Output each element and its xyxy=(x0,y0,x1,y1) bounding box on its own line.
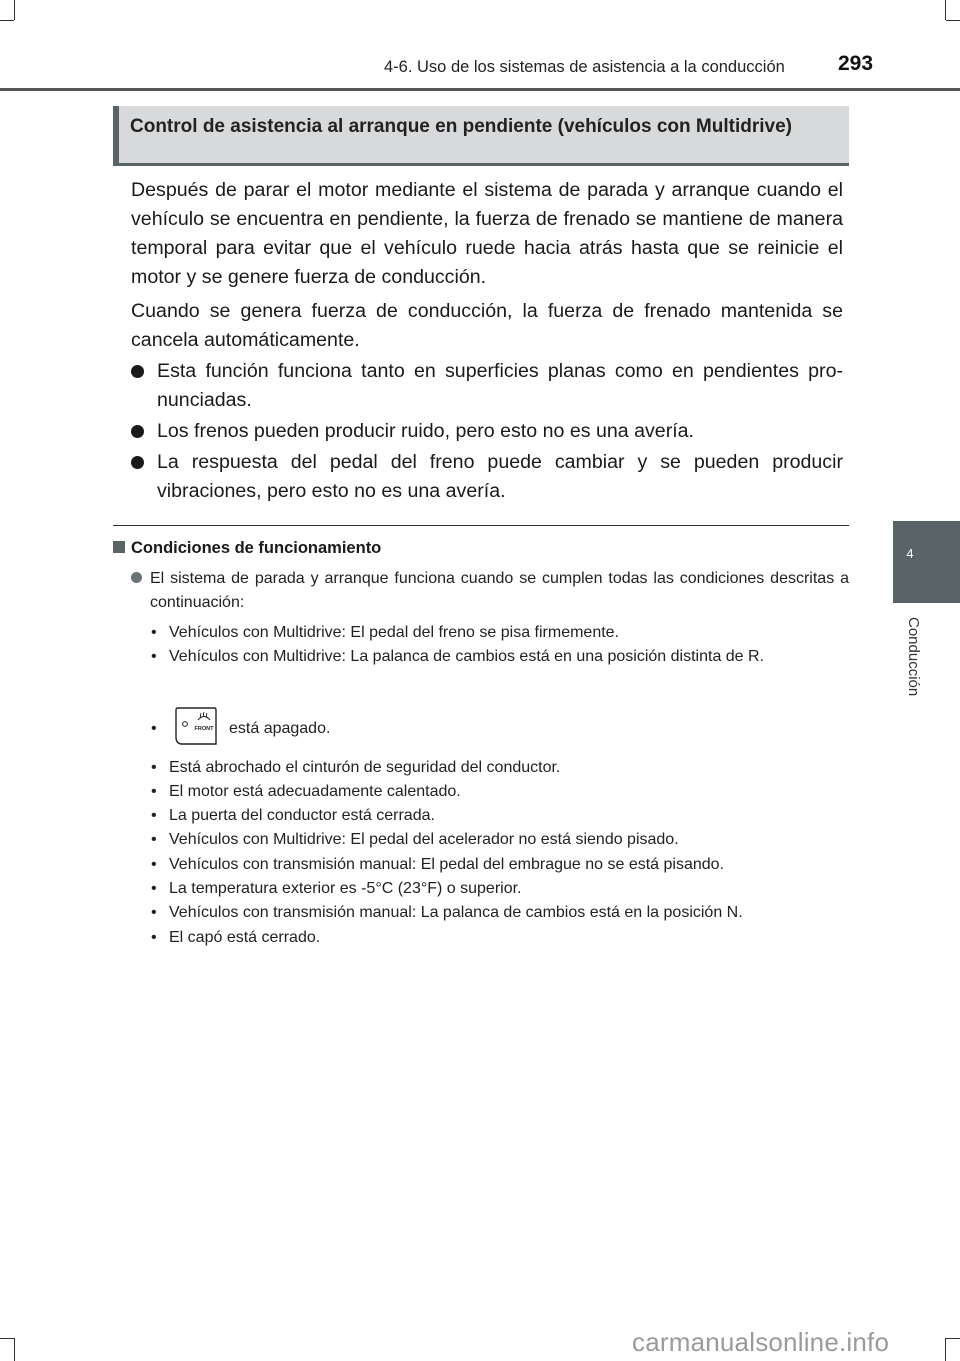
circle-bullet-icon xyxy=(131,572,142,583)
condition-text: está apagado. xyxy=(229,720,331,737)
chapter-label: Conducción xyxy=(905,617,922,697)
condition-text: El capó está cerrado. xyxy=(169,929,321,946)
section-accent-bar xyxy=(113,106,119,163)
crop-mark xyxy=(14,1338,15,1361)
section-title: Control de asistencia al arranque en pendiente (vehículos con Multidrive) xyxy=(130,116,792,137)
bullet-char: • xyxy=(151,856,157,873)
button-label: FRONT xyxy=(194,726,214,732)
bullet-char: • xyxy=(151,783,157,800)
header-title: 4-6. Uso de los sistemas de asistencia a la conducción xyxy=(384,58,785,76)
notes-heading xyxy=(113,539,381,558)
watermark: carmanualsonline.info xyxy=(632,1327,890,1357)
condition-text: Está abrochado el cinturón de seguridad del conductor. xyxy=(169,759,561,776)
list-item-text: Esta función funciona tanto en superficies planas como en pendientes pro-nunciadas. xyxy=(157,360,843,411)
crop-mark xyxy=(946,20,960,21)
crop-mark xyxy=(945,1338,946,1361)
condition-text: El motor está adecuadamente calentado. xyxy=(169,783,461,800)
bullet-char: • xyxy=(151,831,157,848)
bullet-char: • xyxy=(151,759,157,776)
body-paragraph-1: Después de parar el motor mediante el sistema de parada y arranque cuando el vehículo se encuentra en pendiente, la fuerza de frenado se mantiene de manera temporal para evitar que el vehículo ruede hacia atrás hasta que se reinicie el motor y se genere fuerza de conducción. xyxy=(131,179,843,288)
condition-text: Vehículos con transmisión manual: La palanca de cambios está en la posición N. xyxy=(169,904,743,921)
condition-text: Vehículos con transmisión manual: El pedal del embrague no se está pisando. xyxy=(169,856,725,873)
condition-text: La temperatura exterior es -5°C (23°F) o superior. xyxy=(169,880,522,897)
crop-mark xyxy=(14,0,15,20)
crop-mark xyxy=(946,1338,960,1339)
front-defroster-button-icon xyxy=(174,707,217,745)
bullet-dot-icon xyxy=(131,456,144,469)
bullet-char: • xyxy=(151,720,157,737)
condition-text: Vehículos con Multidrive: La palanca de cambios está en una posición distinta de R. xyxy=(169,648,765,665)
bullet-char: • xyxy=(151,929,157,946)
list-item-text: Los frenos pueden producir ruido, pero esto no es una avería. xyxy=(157,420,695,442)
body-paragraph-2: Cuando se genera fuerza de conducción, la fuerza de frenado mantenida se cancela automáticamente. xyxy=(131,300,843,351)
notes-intro-text: El sistema de parada y arranque funciona cuando se cumplen todas las condiciones descritas a continuación: xyxy=(150,570,849,611)
chapter-tab xyxy=(893,521,960,603)
crop-mark xyxy=(0,1338,14,1339)
bullet-char: • xyxy=(151,880,157,897)
bullet-char: • xyxy=(151,807,157,824)
bullet-char: • xyxy=(151,648,157,665)
section-title-box xyxy=(113,106,849,166)
square-bullet-icon xyxy=(113,541,125,553)
page-number: 293 xyxy=(838,52,874,75)
condition-text: Vehículos con Multidrive: El pedal del freno se pisa firmemente. xyxy=(169,624,620,641)
bullet-dot-icon xyxy=(131,365,144,378)
bullet-dot-icon xyxy=(131,425,144,438)
crop-mark xyxy=(945,0,946,20)
condition-text: Vehículos con Multidrive: El pedal del acelerador no está siendo pisado. xyxy=(169,831,679,848)
crop-mark xyxy=(0,20,14,21)
section-divider xyxy=(113,525,849,526)
notes-heading-text: Condiciones de funcionamiento xyxy=(131,539,382,557)
bullet-char: • xyxy=(151,624,157,641)
condition-text: La puerta del conductor está cerrada. xyxy=(169,807,435,824)
bullet-char: • xyxy=(151,904,157,921)
list-item-text: La respuesta del pedal del freno puede cambiar y se pueden producir vibraciones, pero esto no es una avería. xyxy=(157,451,843,502)
chapter-number: 4 xyxy=(906,546,914,561)
header-divider xyxy=(0,88,960,91)
